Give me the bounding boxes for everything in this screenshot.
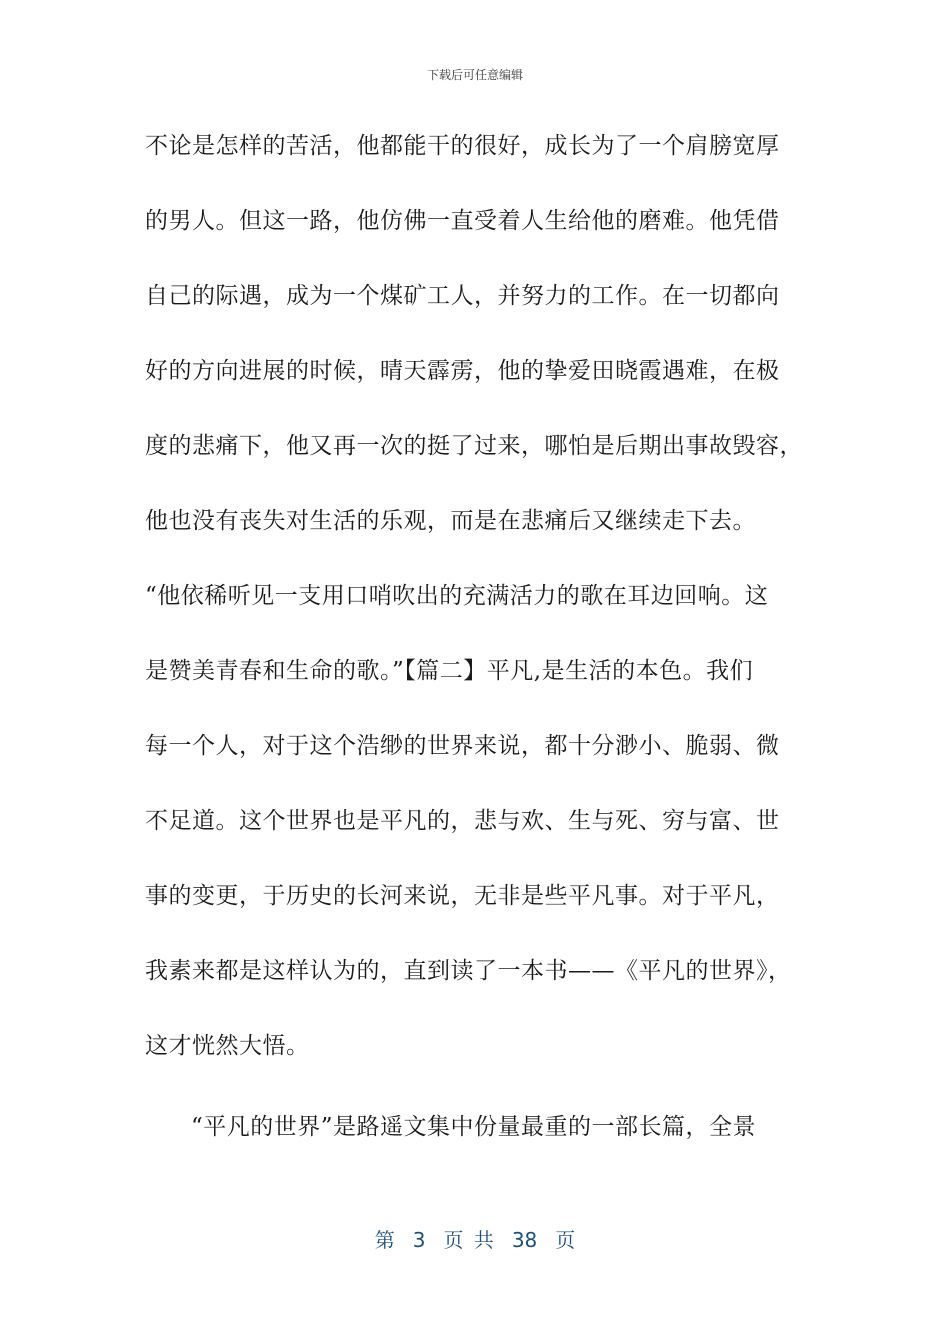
footer-total-pages: 38 xyxy=(511,1228,538,1252)
page-header-note: 下载后可任意编辑 xyxy=(426,68,523,82)
text-line: 我素来都是这样认为的，直到读了一本书——《平凡的世界》， xyxy=(145,958,792,984)
text-line: 不足道。这个世界也是平凡的，悲与欢、生与死、穷与富、世 xyxy=(145,808,780,834)
page-footer xyxy=(0,1224,950,1253)
footer-middle: 页 共 xyxy=(443,1228,494,1252)
text-line: 自己的际遇，成为一个煤矿工人，并努力的工作。在一切都向 xyxy=(145,283,780,309)
footer-prefix: 第 xyxy=(374,1228,395,1252)
footer-current-page: 3 xyxy=(412,1228,426,1252)
footer-suffix: 页 xyxy=(555,1228,576,1252)
text-line-indented: “平凡的世界”是路遥文集中份量最重的一部长篇，全景 xyxy=(191,1114,757,1140)
text-line: 这才恍然大悟。 xyxy=(145,1033,310,1059)
text-line: 每一个人，对于这个浩缈的世界来说，都十分渺小、脆弱、微 xyxy=(145,733,780,759)
text-line: 不论是怎样的苦活，他都能干的很好，成长为了一个肩膀宽厚 xyxy=(145,133,780,159)
text-line: 的男人。但这一路，他仿佛一直受着人生给他的磨难。他凭借 xyxy=(145,208,780,234)
text-line: “他依稀听见一支用口哨吹出的充满活力的歌在耳边回响。这 xyxy=(145,583,769,609)
text-line: 好的方向进展的时候，晴天霹雳，他的挚爱田晓霞遇难，在极 xyxy=(145,358,780,384)
text-line: 事的变更，于历史的长河来说，无非是些平凡事。对于平凡， xyxy=(145,883,780,909)
text-line: 度的悲痛下，他又再一次的挺了过来，哪怕是后期出事故毁容， xyxy=(145,433,803,459)
text-line: 他也没有丧失对生活的乐观，而是在悲痛后又继续走下去。 xyxy=(145,508,756,534)
document-body xyxy=(145,124,810,1180)
text-line: 是赞美青春和生命的歌。”【篇二】平凡,是生活的本色。我们 xyxy=(145,658,754,684)
